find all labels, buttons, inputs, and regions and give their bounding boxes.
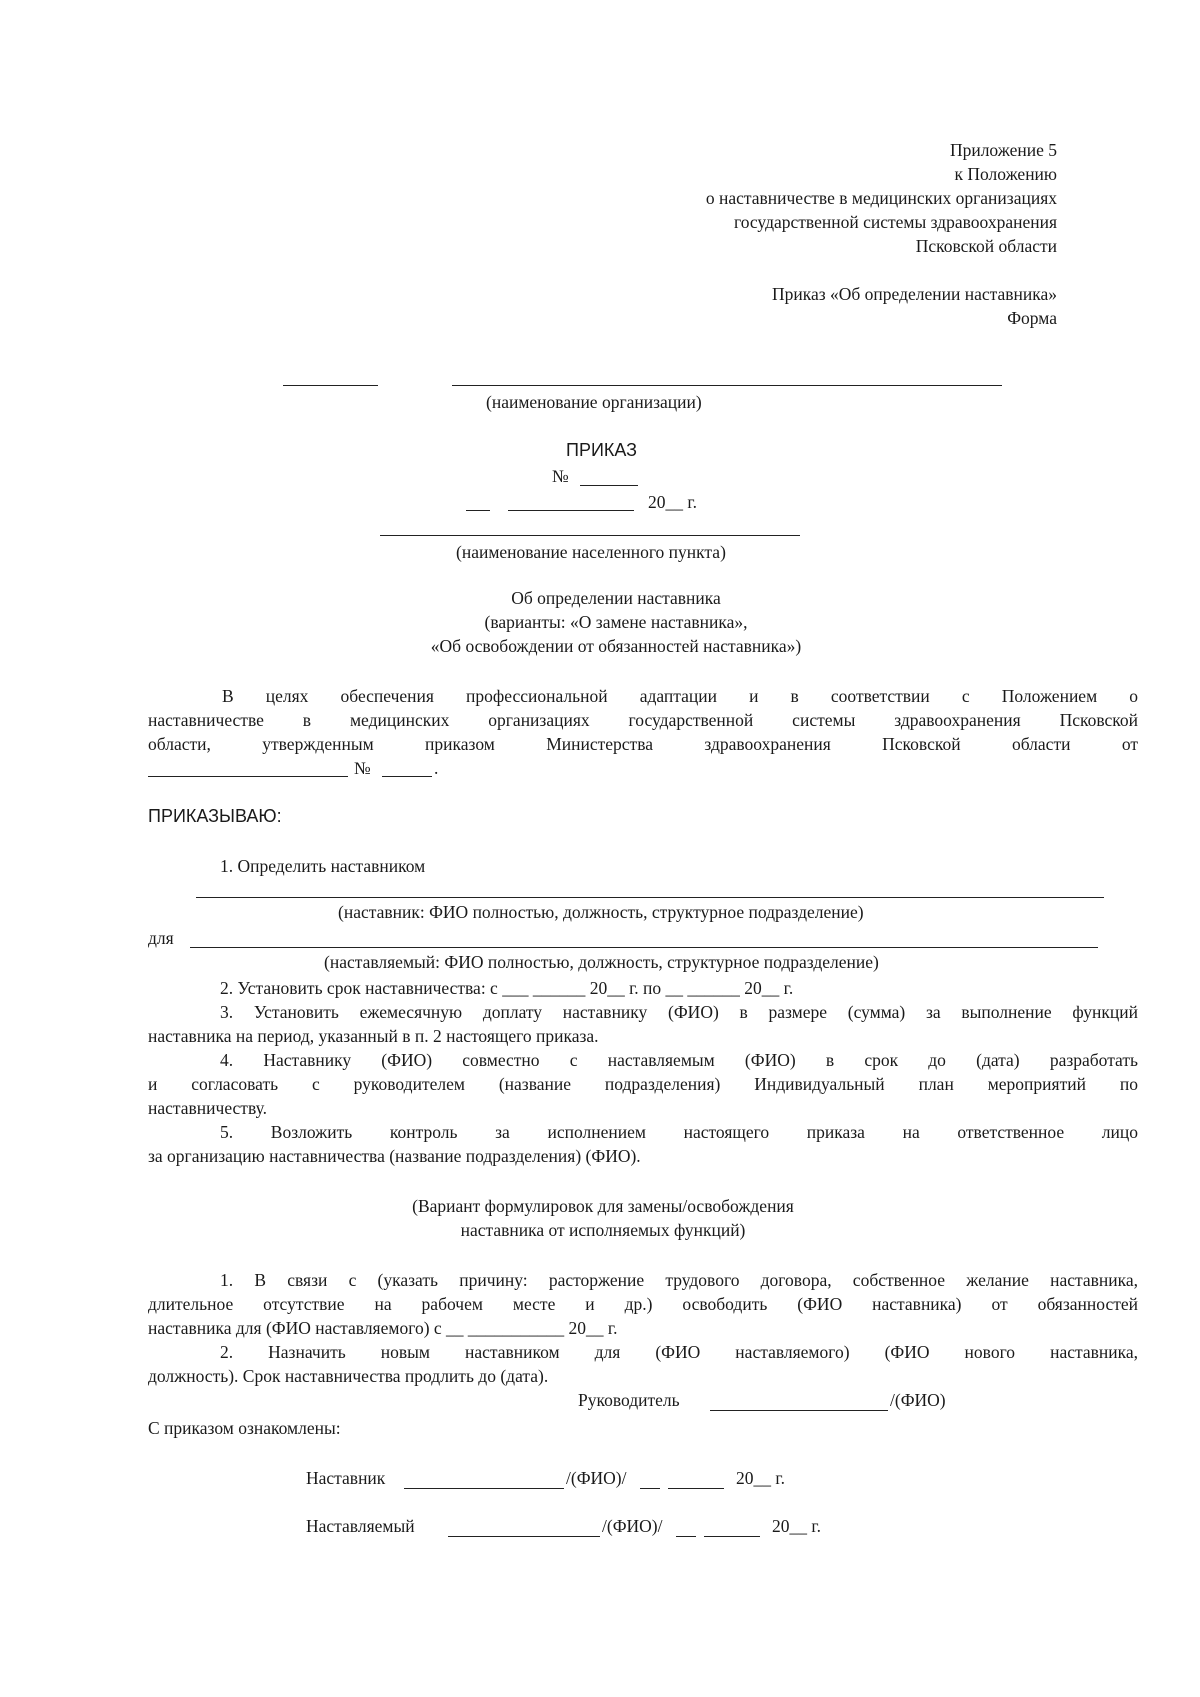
preamble-line-2: наставничестве в медицинских организациях государственной системы здравоохранения Псковской (148, 710, 1138, 730)
mentor-sign-month-line (668, 1488, 724, 1489)
preamble-line-1: В целях обеспечения профессиональной адаптации и в соответствии с Положением о (222, 686, 1138, 706)
item-3-line-2: наставника на период, указанный в п. 2 настоящего приказа. (148, 1026, 599, 1046)
order-title: ПРИКАЗ (566, 440, 638, 460)
head-label: Руководитель (578, 1390, 680, 1410)
item-4-line-2: и согласовать с руководителем (название подразделения) Индивидуальный план мероприятий по (148, 1074, 1138, 1094)
org-caption: (наименование организации) (486, 392, 702, 412)
variant-item-2-line-1: 2. Назначить новым наставником для (ФИО наставляемого) (ФИО нового наставника, (220, 1342, 1138, 1362)
orders-heading: ПРИКАЗЫВАЮ: (148, 806, 282, 826)
mentee-sign-line (448, 1536, 600, 1537)
locality-caption: (наименование населенного пункта) (456, 542, 726, 562)
item-4-line-1: 4. Наставнику (ФИО) совместно с наставляемым (ФИО) в срок до (дата) разработать (220, 1050, 1138, 1070)
preamble-number-label: № (354, 758, 371, 778)
order-day-line (466, 510, 490, 511)
subject-line-2: (варианты: «О замене наставника», (484, 612, 748, 632)
mentee-sign-fio: /(ФИО)/ (602, 1516, 663, 1536)
variant-heading-line-2: наставника от исполняемых функций) (460, 1220, 746, 1240)
locality-line (380, 535, 800, 536)
mentor-line (196, 897, 1104, 898)
subject-line-3: «Об освобождении от обязанностей наставника») (430, 636, 802, 656)
subject-line-1: Об определении наставника (511, 588, 721, 608)
preamble-number-line (382, 776, 432, 777)
head-signature-line (710, 1410, 888, 1411)
preamble-date-line (148, 776, 348, 777)
order-number-line (580, 485, 638, 486)
order-name: Приказ «Об определении наставника» (771, 284, 1057, 304)
order-number-label: № (552, 466, 569, 486)
mentee-sign-year: 20__ г. (772, 1516, 821, 1536)
mentor-sign-day-line (640, 1488, 660, 1489)
variant-item-1-line-2: длительное отсутствие на рабочем месте и др.) освободить (ФИО наставника) от обязанностей (148, 1294, 1138, 1314)
mentee-line (190, 947, 1098, 948)
variant-item-1-line-3: наставника для (ФИО наставляемого) с __ ___________ 20__ г. (148, 1318, 618, 1338)
item-2: 2. Установить срок наставничества: с ___ ______ 20__ г. по __ ______ 20__ г. (220, 978, 794, 998)
mentor-sign-year: 20__ г. (736, 1468, 785, 1488)
org-name-line-left (283, 385, 378, 386)
regulation-line-3: Псковской области (915, 236, 1057, 256)
mentor-sign-label: Наставник (306, 1468, 386, 1488)
item-5-line-1: 5. Возложить контроль за исполнением настоящего приказа на ответственное лицо (220, 1122, 1138, 1142)
appendix-to-regulation: к Положению (954, 164, 1057, 184)
variant-heading-line-1: (Вариант формулировок для замены/освобождения (412, 1196, 794, 1216)
regulation-line-2: государственной системы здравоохранения (733, 212, 1057, 232)
mentor-sign-fio: /(ФИО)/ (566, 1468, 627, 1488)
preamble-end: . (434, 758, 439, 778)
mentee-sign-label: Наставляемый (306, 1516, 415, 1536)
org-name-line (452, 385, 1002, 386)
item-5-line-2: за организацию наставничества (название подразделения) (ФИО). (148, 1146, 641, 1166)
mentor-sign-line (404, 1488, 564, 1489)
order-month-line (508, 510, 634, 511)
mentee-sign-day-line (676, 1536, 696, 1537)
item-3-line-1: 3. Установить ежемесячную доплату наставнику (ФИО) в размере (сумма) за выполнение функций (220, 1002, 1138, 1022)
item-1: 1. Определить наставником (220, 856, 426, 876)
mentee-caption: (наставляемый: ФИО полностью, должность, структурное подразделение) (324, 952, 879, 972)
item-4-line-3: наставничеству. (148, 1098, 267, 1118)
variant-item-2-line-2: должность). Срок наставничества продлить до (дата). (148, 1366, 549, 1386)
regulation-line-1: о наставничестве в медицинских организациях (705, 188, 1057, 208)
mentee-sign-month-line (704, 1536, 760, 1537)
variant-item-1-line-1: 1. В связи с (указать причину: расторжение трудового договора, собственное желание наставника, (220, 1270, 1138, 1290)
head-fio: /(ФИО) (890, 1390, 946, 1410)
for-label: для (148, 928, 174, 948)
order-year: 20__ г. (648, 492, 697, 512)
form-label: Форма (1007, 308, 1057, 328)
preamble-line-3: области, утвержденным приказом Министерства здравоохранения Псковской области от (148, 734, 1138, 754)
appendix-number: Приложение 5 (949, 140, 1057, 160)
acquainted-label: С приказом ознакомлены: (148, 1418, 341, 1438)
mentor-caption: (наставник: ФИО полностью, должность, структурное подразделение) (338, 902, 864, 922)
